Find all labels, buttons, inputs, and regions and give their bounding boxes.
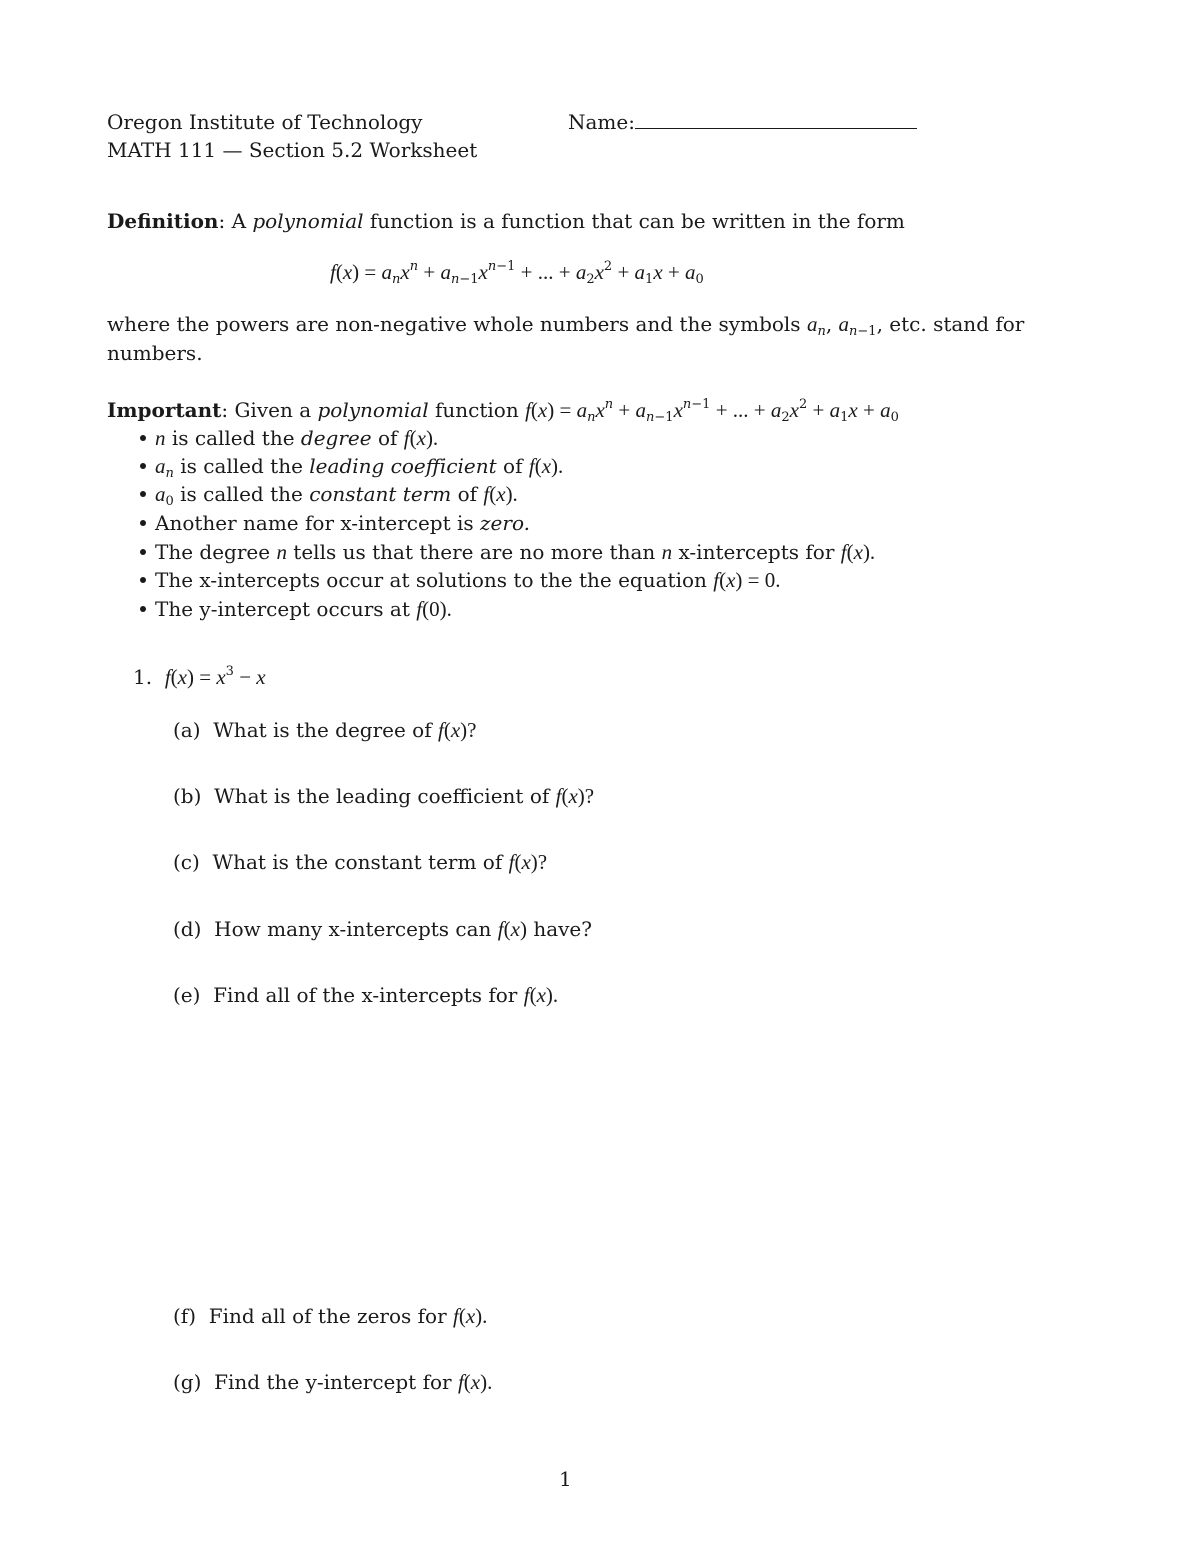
bullet-degree-intercepts: The degree n tells us that there are no more than n x-intercepts for f(x). <box>140 540 875 565</box>
definition-explanation-end: numbers. <box>107 341 203 365</box>
bullet-constant-term: $a_0$ is called the constant term of f(x). <box>140 482 518 509</box>
part-a: (a) What is the degree of f(x)? <box>173 718 477 742</box>
problem-1-statement: 1. $f(x) = x^3 - x$ <box>133 664 266 689</box>
definition-explanation: where the powers are non-negative whole numbers and the symbols $a_n$, $a_{n-1}$, etc. stand for <box>107 312 1025 339</box>
part-f: (f) Find all of the zeros for f(x). <box>173 1304 488 1328</box>
part-b: (b) What is the leading coefficient of f(x)? <box>173 784 595 808</box>
name-blank[interactable] <box>635 110 917 129</box>
important-label: Important <box>107 398 222 422</box>
name-field[interactable] <box>568 110 917 134</box>
definition-label: Definition <box>107 209 219 233</box>
important-line: Important: Given a polynomial function $f(x) = a_nx^n + a_{n-1}x^{n-1}$ + ... + $a_2x^2 + a_1x + a_0$ <box>107 397 899 425</box>
institution-name: Oregon Institute of Technology <box>107 110 423 134</box>
course-title: MATH 111 — Section 5.2 Worksheet <box>107 138 478 162</box>
bullet-leading-coefficient: $a_n$ is called the leading coefficient of f(x). <box>140 454 563 481</box>
part-e: (e) Find all of the x-intercepts for f(x). <box>173 983 559 1007</box>
bullet-degree: n is called the degree of f(x). <box>140 426 438 451</box>
bullet-y-intercept: The y-intercept occurs at f(0). <box>140 597 452 622</box>
name-label: Name: <box>568 110 635 134</box>
bullet-zero: Another name for x-intercept is zero. <box>140 511 530 535</box>
page-number: 1 <box>559 1467 572 1491</box>
bullet-x-intercepts: The x-intercepts occur at solutions to the the equation f(x) = 0. <box>140 568 781 593</box>
part-g: (g) Find the y-intercept for f(x). <box>173 1370 493 1394</box>
part-c: (c) What is the constant term of f(x)? <box>173 850 548 874</box>
polynomial-formula: $f(x) = a_nx^n + a_{n-1}x^{n-1}$ + ... + $a_2x^2 + a_1x + a_0$ <box>330 259 704 287</box>
definition-term: polynomial <box>252 209 364 233</box>
definition-line: Definition: A polynomial function is a function that can be written in the form <box>107 209 905 233</box>
part-d: (d) How many x-intercepts can f(x) have? <box>173 917 592 941</box>
